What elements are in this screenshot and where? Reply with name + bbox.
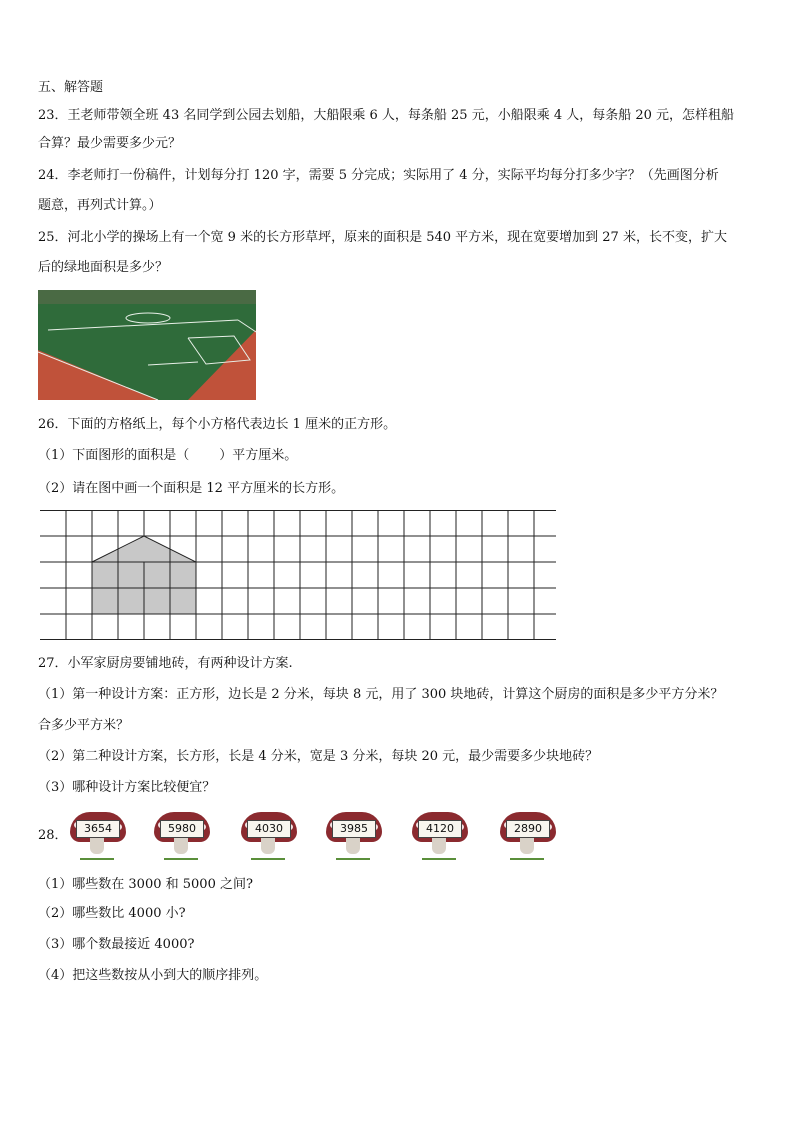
mushroom-card — [410, 812, 470, 860]
mushroom-number: 4030 — [247, 820, 291, 838]
q28-sub4: （4）把这些数按从小到大的顺序排列。 — [38, 968, 268, 983]
q27-sub2: （2）第二种设计方案，长方形，长是 4 分米，宽是 3 分米，每块 20 元，最少需要多少块地砖？ — [38, 749, 599, 764]
grass-icon — [336, 850, 370, 860]
q26-sub2: （2）请在图中画一个面积是 12 平方厘米的长方形。 — [38, 481, 345, 496]
square-grid — [40, 510, 556, 640]
q27-sub1-line1: （1）第一种设计方案：正方形，边长是 2 分米，每块 8 元，用了 300 块地砖，计算这个厨房的面积是多少平方分米？ — [38, 687, 724, 702]
q26-sub1-before: （1）下面图形的面积是（ — [38, 448, 190, 463]
q27-sub1-line2: 合多少平方米？ — [38, 718, 130, 733]
q26-line1: 26．下面的方格纸上，每个小方格代表边长 1 厘米的正方形。 — [38, 417, 397, 432]
mushroom-card — [152, 812, 212, 860]
mushroom-card — [68, 812, 128, 860]
mushroom-card — [498, 812, 558, 860]
mushroom-number: 3985 — [332, 820, 376, 838]
mushroom-number: 2890 — [506, 820, 550, 838]
mushroom-card — [239, 812, 299, 860]
q25-line1: 25．河北小学的操场上有一个宽 9 米的长方形草坪，原来的面积是 540 平方米，现在宽要增加到 27 米，长不变，扩大 — [38, 230, 727, 245]
grass-icon — [164, 850, 198, 860]
section-title: 五、解答题 — [38, 80, 104, 95]
mushroom-number: 3654 — [76, 820, 120, 838]
q27-line1: 27．小军家厨房要铺地砖，有两种设计方案. — [38, 656, 293, 671]
mushroom-card — [324, 812, 384, 860]
q26-sub1 — [38, 448, 297, 464]
q27-sub3: （3）哪种设计方案比较便宜？ — [38, 780, 216, 795]
q28-sub2: （2）哪些数比 4000 小? — [38, 906, 186, 921]
mushroom-number: 4120 — [418, 820, 462, 838]
q26-sub1-after: ）平方厘米。 — [219, 448, 298, 463]
q24-line2: 题意，再列式计算。） — [38, 198, 162, 213]
q28-sub1: （1）哪些数在 3000 和 5000 之间? — [38, 877, 253, 892]
mushroom-number: 5980 — [160, 820, 204, 838]
q23-line2: 合算？最少需要多少元？ — [38, 136, 182, 151]
q23-line1: 23．王老师带领全班 43 名同学到公园去划船，大船限乘 6 人，每条船 25 元，小船限乘 4 人，每条船 20 元，怎样租船 — [38, 108, 735, 123]
grass-icon — [510, 850, 544, 860]
grass-icon — [80, 850, 114, 860]
q28-sub3: （3）哪个数最接近 4000? — [38, 937, 195, 952]
q25-line2: 后的绿地面积是多少？ — [38, 260, 169, 275]
football-field-image — [38, 290, 256, 400]
grass-icon — [422, 850, 456, 860]
q24-line1: 24．李老师打一份稿件，计划每分打 120 字，需要 5 分完成；实际用了 4 分，实际平均每分打多少字？（先画图分析 — [38, 168, 719, 183]
q28-number: 28． — [38, 828, 68, 843]
grass-icon — [251, 850, 285, 860]
